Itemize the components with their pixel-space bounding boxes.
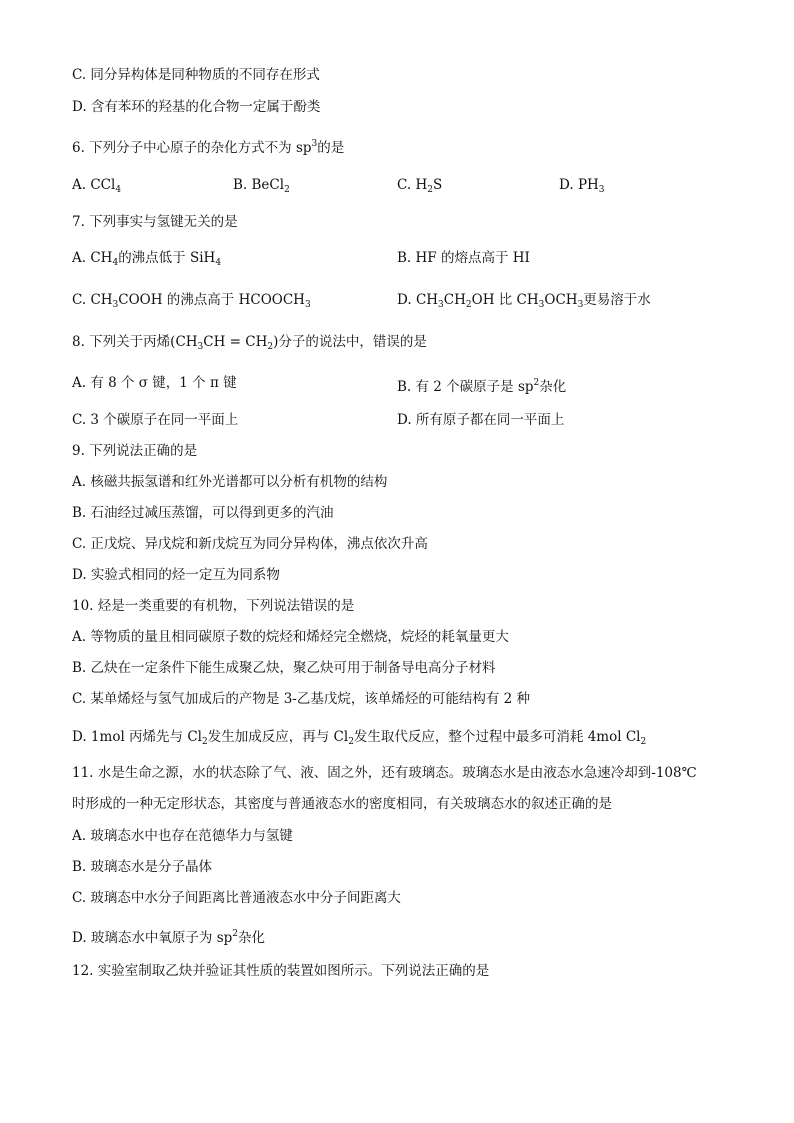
q11-option-b: B. 玻璃态水是分子晶体 [72, 859, 213, 875]
q5-option-c: C. 同分异构体是同种物质的不同存在形式 [72, 67, 320, 83]
q7-option-d: D. $CH_3CH_2OH$ 比 $CH_3OCH_3$更易溶于水 [397, 292, 651, 310]
q6-option-a: A. CCl$_4$ [72, 177, 122, 195]
q6-stem: 6. 下列分子中心原子的杂化方式不为 $sp^3$的是 [72, 139, 345, 156]
q9-option-c: C. 正戊烷、异戊烷和新戊烷互为同分异构体，沸点依次升高 [72, 536, 428, 552]
q7-stem: 7. 下列事实与氢键无关的是 [72, 214, 238, 230]
q7-option-b: B. HF 的熔点高于 HI [397, 250, 530, 266]
q12-stem: 12. 实验室制取乙炔并验证其性质的装置如图所示。下列说法正确的是 [72, 963, 490, 979]
q10-option-c: C. 某单烯烃与氢气加成后的产物是 3-乙基戊烷，该单烯烃的可能结构有 2 种 [72, 691, 531, 707]
q8-option-a: A. 有 8 个 σ 键，1 个 π 键 [72, 375, 237, 391]
q8-option-c: C. 3 个碳原子在同一平面上 [72, 412, 239, 428]
q9-option-a: A. 核磁共振氢谱和红外光谱都可以分析有机物的结构 [72, 474, 388, 490]
q10-option-d: D. 1mol 丙烯先与 $Cl_2$发生加成反应，再与 $Cl_2$发生取代反应，整个过程中最多可消耗 4mol $Cl_2$ [72, 729, 647, 747]
q11-option-d: D. 玻璃态水中氧原子为 $sp^2$杂化 [72, 929, 266, 946]
q5-option-d: D. 含有苯环的羟基的化合物一定属于酚类 [72, 99, 321, 115]
q6-option-d: D. $PH_3$ [559, 177, 605, 195]
q10-option-b: B. 乙炔在一定条件下能生成聚乙炔，聚乙炔可用于制备导电高分子材料 [72, 660, 496, 676]
q11-option-c: C. 玻璃态中水分子间距离比普通液态水中分子间距离大 [72, 890, 401, 906]
q6-option-c: C. $H_2S$ [397, 177, 443, 195]
q7-option-a: A. $CH_4$的沸点低于 SiH$_4$ [72, 250, 222, 268]
q11-stem-line-2: 时形成的一种无定形状态，其密度与普通液态水的密度相同，有关玻璃态水的叙述正确的是 [72, 796, 612, 812]
q8-option-d: D. 所有原子都在同一平面上 [397, 412, 565, 428]
q9-option-b: B. 石油经过减压蒸馏，可以得到更多的汽油 [72, 505, 334, 521]
q8-stem: 8. 下列关于丙烯$(CH_3CH = CH_2)$分子的说法中，错误的是 [72, 334, 427, 352]
q11-stem-line-1: 11. 水是生命之源，水的状态除了气、液、固之外，还有玻璃态。玻璃态水是由液态水急速冷却到-108℃ [72, 765, 697, 781]
q9-stem: 9. 下列说法正确的是 [72, 443, 198, 459]
q10-stem: 10. 烃是一类重要的有机物，下列说法错误的是 [72, 598, 355, 614]
q7-option-c: C. $CH_3COOH$ 的沸点高于 $HCOOCH_3$ [72, 292, 311, 310]
q9-option-d: D. 实验式相同的烃一定互为同系物 [72, 567, 280, 583]
q10-option-a: A. 等物质的量且相同碳原子数的烷烃和烯烃完全燃烧，烷烃的耗氧量更大 [72, 629, 509, 645]
q11-option-a: A. 玻璃态水中也存在范德华力与氢键 [72, 828, 293, 844]
q6-option-b: B. BeCl$_2$ [233, 177, 290, 195]
q8-option-b: B. 有 2 个碳原子是 $sp^2$杂化 [397, 378, 567, 395]
